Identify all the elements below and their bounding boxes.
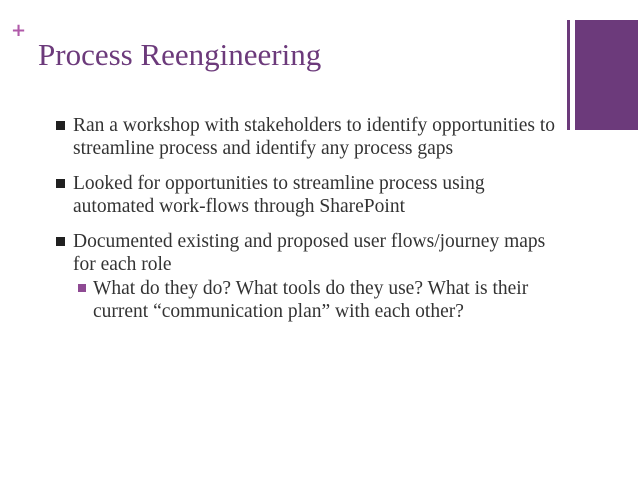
decorative-bar-thin [567,20,570,130]
square-bullet-icon [56,237,65,246]
bullet-text: Looked for opportunities to streamline process using automated work-flows through SharePoint [73,173,485,217]
plus-mark: + [11,20,27,41]
bullet-item [54,230,560,323]
sub-bullet-item [74,277,560,323]
sub-bullet-list [73,277,560,323]
sub-bullet-text: What do they do? What tools do they use? What is their current “communication plan” with each other? [93,278,529,322]
square-bullet-icon [56,121,65,130]
square-sub-bullet-icon [78,284,86,292]
bullet-text: Ran a workshop with stakeholders to identify opportunities to streamline process and identify any process gaps [73,115,556,159]
decorative-bar-thick [575,20,638,130]
bullet-item [54,172,560,218]
square-bullet-icon [56,179,65,188]
bullet-item [54,114,560,160]
bullet-list [54,114,560,323]
bullet-text: Documented existing and proposed user flows/journey maps for each role [73,231,546,275]
slide-title: Process Reengineering [38,37,322,72]
